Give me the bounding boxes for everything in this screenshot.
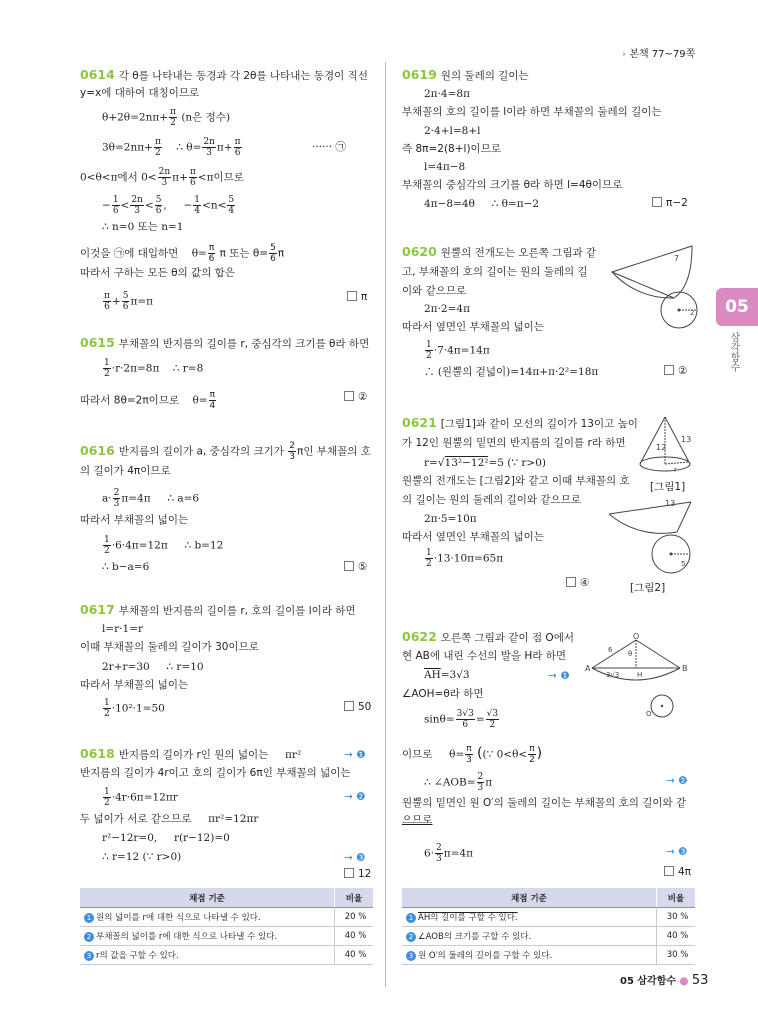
fig1-label-13: 13 — [681, 435, 692, 444]
answer-0620: ② — [664, 365, 687, 377]
answer-0621: ④ — [566, 577, 589, 589]
sector-figure — [582, 630, 702, 722]
fig-label-3r3: 3√3 — [606, 671, 620, 679]
fig-label-6: 6 — [608, 646, 613, 654]
answer-0622: 4π — [664, 866, 691, 878]
answer-0614: π — [347, 291, 367, 303]
answer-0615: ② — [344, 391, 367, 403]
page-ref: › 본책 77~79쪽 — [622, 49, 696, 60]
cone-net-figure-2 — [603, 492, 703, 584]
column-divider — [385, 62, 386, 987]
problem-number: 0614 — [80, 67, 115, 82]
grading-table-right: 채점 기준 비율 1 AH의 길이를 구할 수 있다. 30 % 2 ∠AOB의 크기를 구할 수 있다. 40 % 3 원 O′의 둘레의 길이를 구할 수 있다. 30 % — [402, 888, 695, 965]
fig-label-theta: θ — [628, 650, 633, 658]
figure-2-caption: [그림2] — [630, 582, 666, 594]
fig2-label-5: 5 — [681, 560, 686, 568]
fig-label-B: B — [682, 664, 688, 673]
fig-label-Oprime: O′ — [646, 710, 654, 718]
fig-label-H: H — [637, 671, 643, 679]
fig-label-2: 2 — [690, 309, 695, 317]
fig2-label-13: 13 — [665, 499, 676, 508]
answer-0618: 12 — [344, 868, 371, 880]
answer-0619: π−2 — [652, 197, 688, 209]
chapter-tab: 05 — [716, 288, 758, 326]
answer-0617: 50 — [344, 701, 371, 713]
fig-label-A: A — [585, 664, 591, 673]
fig-label-O: O — [633, 632, 640, 641]
page-footer: 05 삼각함수 ● 53 — [620, 973, 709, 988]
fig1-label-r: r — [674, 466, 677, 474]
answer-0616: ⑤ — [344, 561, 367, 573]
figure-1-caption: [그림1] — [650, 481, 686, 493]
grading-table-left: 채점 기준 비율 1 원의 넓이를 r에 대한 식으로 나타낼 수 있다. 20 % 2 부채꼴의 넓이를 r에 대한 식으로 나타낼 수 있다. 40 % 3 r의 값을 구할 수 있다. 40 % — [80, 888, 373, 965]
chapter-label: 삼각함수 — [728, 332, 739, 372]
fig1-label-12: 12 — [656, 443, 667, 452]
cone-net-figure — [602, 236, 712, 354]
cone-figure-1 — [630, 412, 700, 478]
fig-label-7: 7 — [674, 254, 680, 263]
page-number: 53 — [691, 973, 709, 988]
